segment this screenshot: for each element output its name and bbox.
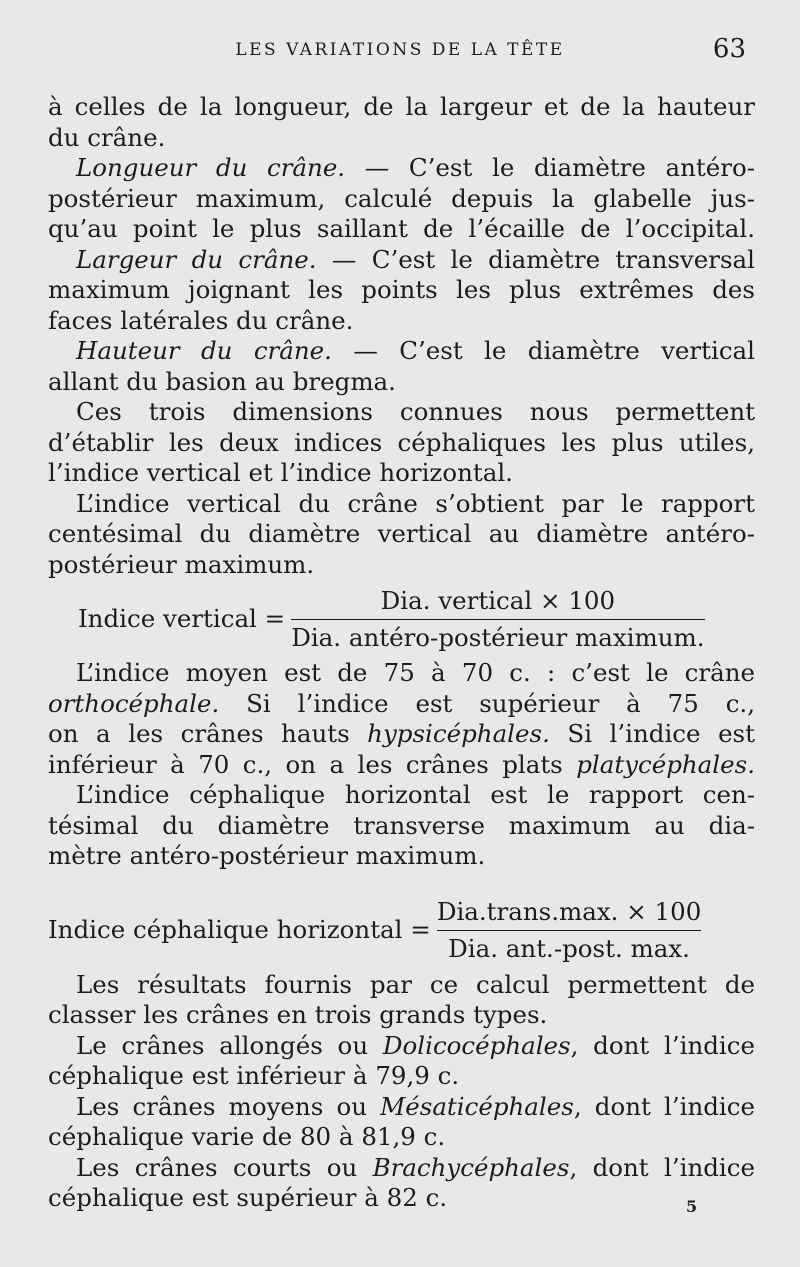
text-line: L’indice vertical du crâne s’obtient par le rapport xyxy=(76,488,755,518)
term-italic: Mésaticéphales xyxy=(380,1091,574,1121)
fraction-numerator: Dia.trans.max. × 100 xyxy=(436,897,702,926)
text-line: allant du basion au bregma. xyxy=(48,366,396,396)
text-fragment: — C’est le diamètre antéro- xyxy=(364,153,755,182)
fraction xyxy=(291,586,704,653)
text-line xyxy=(48,1153,755,1184)
text-line: céphalique est inférieur à 79,9 c. xyxy=(48,1061,460,1090)
text-line: d’établir les deux indices céphaliques les plus utiles, xyxy=(48,427,755,457)
text-line xyxy=(48,719,755,750)
text-fragment: , dont l’indice xyxy=(569,1152,755,1182)
text-fragment: — C’est le diamètre transversal xyxy=(331,244,755,274)
text-fragment: on a les crânes hauts xyxy=(48,719,368,748)
text-line xyxy=(48,336,755,367)
text-line: l’indice vertical et l’indice horizontal. xyxy=(48,458,513,487)
text-line: centésimal du diamètre vertical au diamètre antéro- xyxy=(48,519,755,548)
text-line: Les résultats fournis par ce calcul permettent de xyxy=(76,969,755,999)
text-line: qu’au point le plus saillant de l’écaille de l’occipital. xyxy=(48,214,755,243)
text-line: céphalique varie de 80 à 81,9 c. xyxy=(48,1122,446,1151)
text-line: postérieur maximum, calculé depuis la glabelle jus- xyxy=(48,183,755,213)
body-text xyxy=(48,92,755,1214)
text-line: du crâne. xyxy=(48,122,166,152)
text-fragment: , dont l’indice xyxy=(570,1030,755,1060)
term-italic: platycéphales. xyxy=(576,749,755,779)
page-number: 63 xyxy=(712,34,746,64)
running-title: LES VARIATIONS DE LA TÊTE xyxy=(235,40,565,60)
text-line xyxy=(48,689,755,720)
fraction-denominator: Dia. ant.-post. max. xyxy=(448,934,690,963)
text-fragment: Les crânes courts ou xyxy=(76,1152,373,1182)
text-line: L’indice moyen est de 75 à 70 c. : c’est le crâne xyxy=(76,658,755,687)
text-line: maximum joignant les points les plus extrêmes des xyxy=(48,275,755,304)
term-italic: hypsicéphales. xyxy=(367,719,550,748)
text-line: L’indice céphalique horizontal est le rapport cen- xyxy=(76,780,755,809)
text-line: tésimal du diamètre transverse maximum au dia- xyxy=(48,810,755,840)
term-italic: Longueur du crâne. xyxy=(76,153,346,182)
text-line: postérieur maximum. xyxy=(48,549,315,579)
text-line: mètre antéro-postérieur maximum. xyxy=(48,841,486,870)
fraction-denominator: Dia. antéro-postérieur maximum. xyxy=(291,622,705,652)
text-fragment: Le crânes allongés ou xyxy=(76,1030,383,1060)
text-line: à celles de la longueur, de la largeur et de la hauteur xyxy=(48,92,755,121)
text-line xyxy=(48,1031,755,1062)
text-fragment: Si l’indice est supérieur à 75 c., xyxy=(219,688,755,718)
formula-vertical-index xyxy=(48,584,755,654)
text-fragment: Si l’indice est xyxy=(549,719,755,748)
text-fragment: , dont l’indice xyxy=(573,1091,755,1121)
text-line xyxy=(48,245,755,276)
text-line xyxy=(48,750,755,781)
page-header xyxy=(48,30,752,70)
term-italic: orthocéphale. xyxy=(48,688,220,718)
text-line: céphalique est supérieur à 82 c. xyxy=(48,1183,448,1212)
term-italic: Hauteur du crâne. xyxy=(76,336,332,365)
text-fragment: — C’est le diamètre vertical xyxy=(353,336,755,365)
signature-mark: 5 xyxy=(686,1197,698,1216)
fraction-numerator: Dia. vertical × 100 xyxy=(380,585,616,615)
term-italic: Brachycéphales xyxy=(372,1152,570,1182)
term-italic: Dolicocéphales xyxy=(382,1030,571,1060)
text-line: faces latérales du crâne. xyxy=(48,305,354,335)
text-line xyxy=(48,1092,755,1123)
text-line: classer les crânes en trois grands types. xyxy=(48,1000,548,1029)
text-line xyxy=(48,153,755,184)
fraction xyxy=(437,897,702,964)
formula-horizontal-index xyxy=(48,896,755,966)
text-fragment: Les crânes moyens ou xyxy=(76,1091,381,1121)
text-fragment: inférieur à 70 c., on a les crânes plats xyxy=(48,749,577,779)
term-italic: Largeur du crâne. xyxy=(76,244,317,274)
formula-label: Indice vertical = xyxy=(78,603,286,633)
formula-label: Indice céphalique horizontal = xyxy=(48,915,431,945)
text-line: Ces trois dimensions connues nous permettent xyxy=(76,397,755,426)
